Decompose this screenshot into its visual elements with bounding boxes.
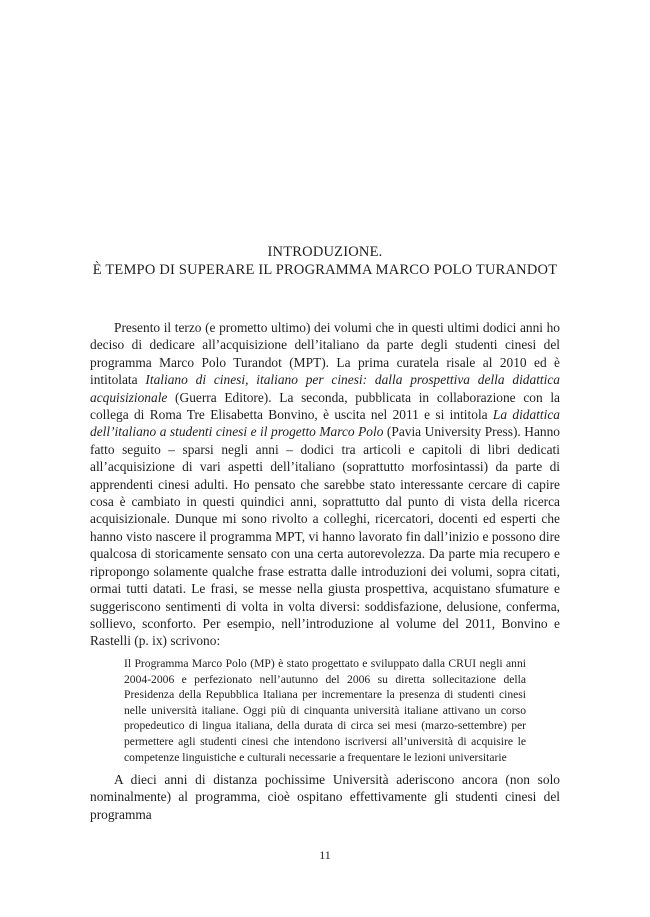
- book-title-1: Italiano di cinesi, italiano per cinesi: dalla prospettiva della didattica acquisizionale: [90, 372, 560, 405]
- paragraph-1-text-b: (Guerra Editore). La seconda, pubblicata in collaborazione con la collega di Roma Tre Elisabetta Bonvino, è uscita nel 2011 e si intitola: [90, 389, 560, 423]
- chapter-title: INTRODUZIONE.: [267, 244, 383, 260]
- body-text: [90, 319, 560, 650]
- quote-text: Il Programma Marco Polo (MP) è stato progettato e sviluppato dalla CRUI negli anni 2004-2006 e perfezionato nell’autunno del 2006 su diretta sollecitazione della Presidenza della Repubblica Italiana per incrementare la presenza di studenti cinesi nelle università italiane. Oggi più di cinquanta università italiane attivano un corso propedeutico di lingua italiana, della durata di circa sei mesi (marzo-settembre) per permettere agli studenti cinesi che intendono iscriversi all’università di acquisire le competenze linguistiche e culturali necessarie a frequentare le lezioni universitarie: [124, 657, 526, 764]
- book-title-2: La didattica dell’italiano a studenti cinesi e il progetto Marco Polo: [90, 407, 560, 440]
- block-quote: [124, 656, 526, 765]
- chapter-subtitle: È TEMPO DI SUPERARE IL PROGRAMMA MARCO POLO TURANDOT: [92, 262, 558, 278]
- paragraph-1-text-c: (Pavia University Press). Hanno fatto seguito – sparsi negli anni – dodici tra articoli e capitoli di libri dedicati all’acquisizione di vari aspetti dell’italiano (soprattutto morfosintassi) da parte di apprendenti cinesi adulti. Ho pensato che sarebbe stato interessante cercare di capire cosa è cambiato in questi quindici anni, soprattutto dal punto di vista della ricerca acquisizionale. Dunque mi sono rivolto a colleghi, ricercatori, docenti ed esperti che hanno visto nascere il programma MPT, vi hanno lavorato fin dall’inizio e possono dire qualcosa di storicamente sensato con una certa autorevolezza. Da parte mia recupero e ripropongo solamente qualche frase estratta dalle introduzioni dei volumi, sopra citati, ormai tutti datati. Le frasi, se messe nella giusta prospettiva, acquistano sfumature e suggeriscono sentimenti di volta in volta diversi: soddisfazione, delusione, conferma, sollievo, sconforto. Per esempio, nell’introduzione al volume del 2011, Bonvino e Rastelli (p. ix) scrivono:: [90, 424, 560, 649]
- paragraph-1-text-a: Presento il terzo (e prometto ultimo) dei volumi che in questi ultimi dodici anni ho deciso di dedicare all’acquisizione dell’italiano da parte degli studenti cinesi del programma Marco Polo Turandot (MPT). La prima curatela risale al 2010 ed è intitolata: [90, 320, 560, 388]
- chapter-heading: [0, 243, 650, 279]
- page-number: 11: [319, 848, 331, 862]
- paragraph-2: A dieci anni di distanza pochissime Università aderiscono ancora (non solo nominalmente) al programma, cioè ospitano effettivamente gli studenti cinesi del programma: [90, 772, 560, 822]
- paragraph-1: [90, 319, 560, 650]
- body-text-continued: [90, 771, 560, 823]
